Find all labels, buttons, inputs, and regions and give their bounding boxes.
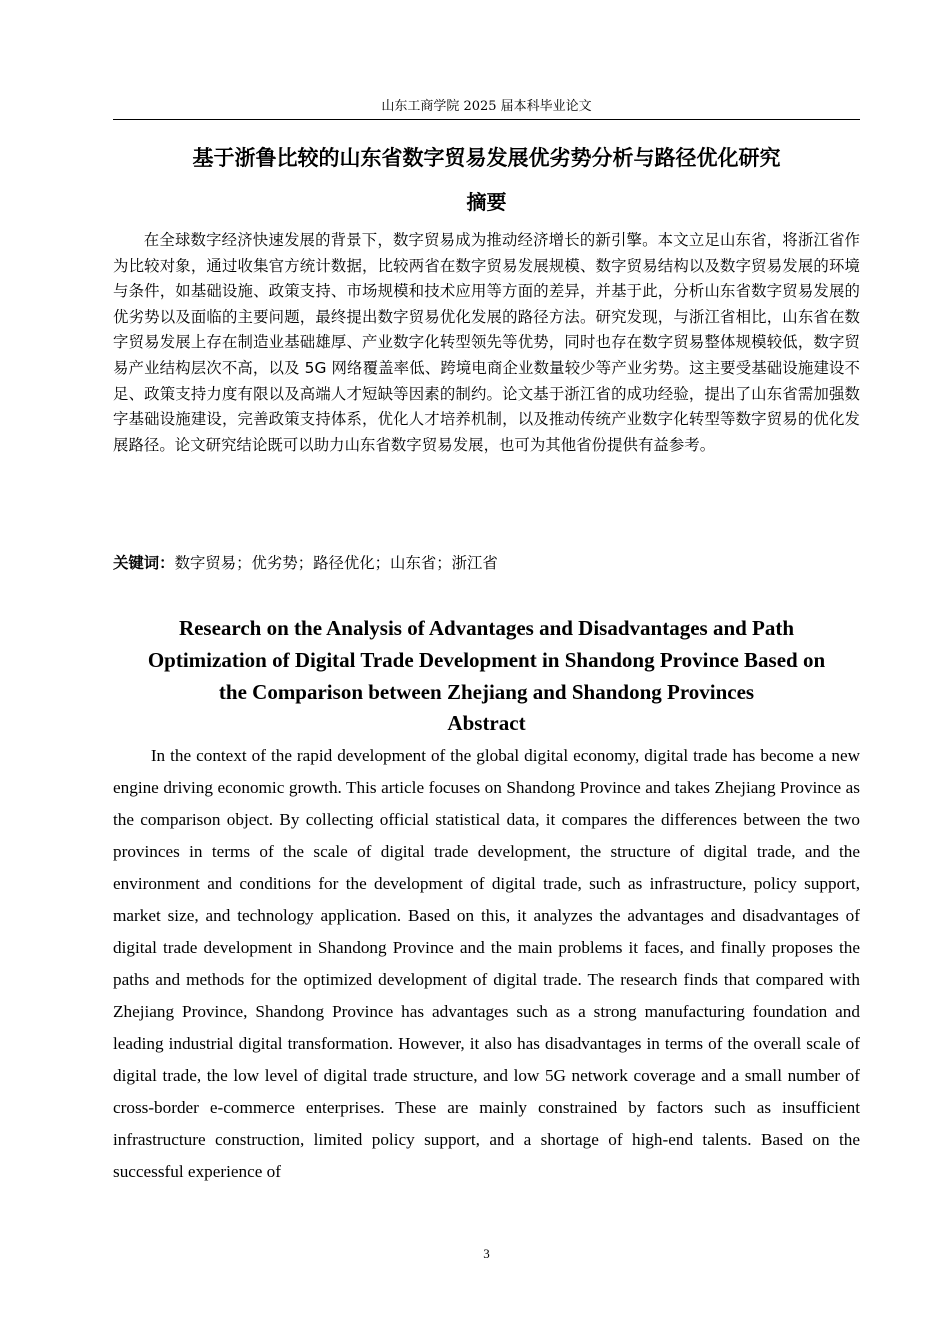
chinese-abstract-body: 在全球数字经济快速发展的背景下，数字贸易成为推动经济增长的新引擎。本文立足山东省，将浙江省作为比较对象，通过收集官方统计数据，比较两省在数字贸易发展规模、数字贸易结构以及数字贸易发展的环境与条件，如基础设施、政策支持、市场规模和技术应用等方面的差异，并基于此，分析山东省数字贸易发展的优劣势以及面临的主要问题，最终提出数字贸易优化发展的路径方法。研究发现，与浙江省相比，山东省在数字贸易发展上存在制造业基础雄厚、产业数字化转型领先等优势，同时也存在数字贸易整体规模较低，数字贸易产业结构层次不高，以及 5G 网络覆盖率低、跨境电商企业数量较少等产业劣势。这主要受基础设施建设不足、政策支持力度有限以及高端人才短缺等因素的制约。论文基于浙江省的成功经验，提出了山东省需加强数字基础设施建设，完善政策支持体系，优化人才培养机制，以及推动传统产业数字化转型等数字贸易的优化发展路径。论文研究结论既可以助力山东省数字贸易发展，也可为其他省份提供有益参考。 <box>113 231 860 454</box>
chinese-title: 基于浙鲁比较的山东省数字贸易发展优劣势分析与路径优化研究 <box>192 146 781 170</box>
page-number: 3 <box>483 1246 490 1261</box>
english-abstract-heading: Abstract <box>447 711 526 735</box>
keywords-label: 关键词： <box>113 554 175 572</box>
english-title-line-3: the Comparison between Zhejiang and Shandong Provinces <box>218 680 755 704</box>
english-title <box>113 612 860 708</box>
keywords-list: 数字贸易；优劣势；路径优化；山东省；浙江省 <box>174 554 498 572</box>
english-title-line-2: Optimization of Digital Trade Development in Shandong Province Based on <box>147 648 826 672</box>
english-abstract-body: In the context of the rapid development of the global digital economy, digital trade has become a new engine driving economic growth. This article focuses on Shandong Province and takes Zhejiang Province as the comparison object. By collecting official statistical data, it compares the differences between the two provinces in terms of the scale of digital trade development, the structure of digital trade, and the environment and conditions for the development of digital trade, such as infrastructure, policy support, market size, and technology application. Based on this, it analyzes the advantages and disadvantages of digital trade development in Shandong Province and the main problems it faces, and finally proposes the paths and methods for the optimized development of digital trade. The research finds that compared with Zhejiang Province, Shandong Province has advantages such as a strong manufacturing foundation and leading industrial digital transformation. However, it also has disadvantages in terms of the overall scale of digital trade, the low level of digital trade structure, and low 5G network coverage and a small number of cross-border e-commerce enterprises. These are mainly constrained by factors such as insufficient infrastructure construction, limited policy support, and a shortage of high-end talents. Based on the successful experience of <box>113 746 860 1181</box>
header-rule <box>113 119 860 120</box>
keywords-line <box>113 550 860 576</box>
chinese-abstract-heading: 摘要 <box>466 190 507 214</box>
english-title-line-1: Research on the Analysis of Advantages and Disadvantages and Path <box>178 616 795 640</box>
running-header: 山东工商学院 2025 届本科毕业论文 <box>381 99 592 114</box>
